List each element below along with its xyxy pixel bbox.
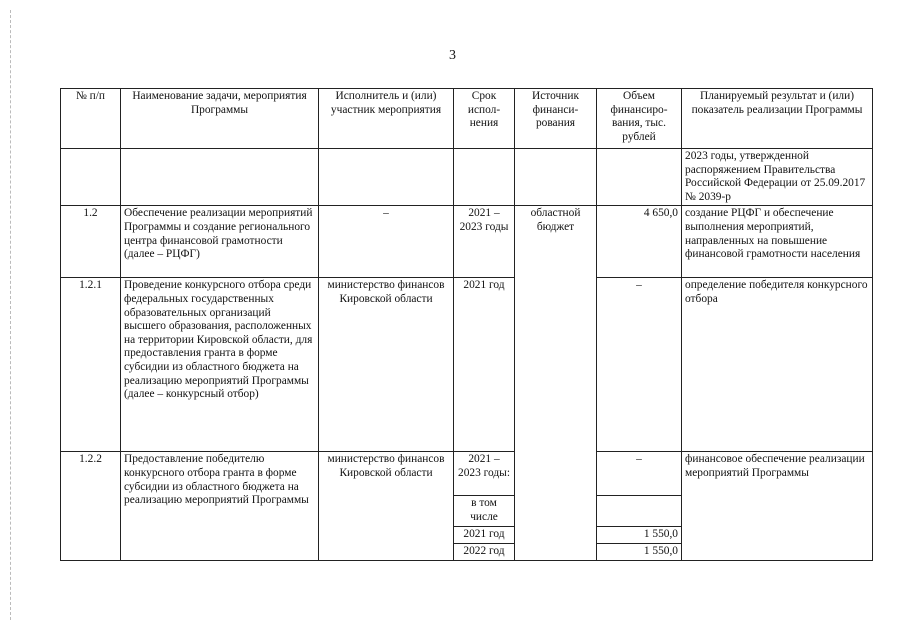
cell-term: 2021 год [454,278,515,452]
cell-executor [319,149,454,206]
cell-volume: 4 650,0 [597,206,682,278]
cell-num: 1.2.2 [61,452,121,560]
cell-num [61,149,121,206]
cell-task: Обеспечение реализации мероприятий Программы и создание регионального центра финансовой грамотности (далее – РЦФГ) [121,206,319,278]
cell-executor: министерство финансов Кировской области [319,452,454,560]
cell-volume [597,149,682,206]
header-executor: Исполнитель и (или) участник мероприятия [319,89,454,149]
cell-volume: 1 550,0 [597,543,682,560]
cell-volume: – [597,278,682,452]
cell-volume [597,496,682,526]
cell-num: 1.2.1 [61,278,121,452]
page-number: 3 [449,48,456,63]
cell-term [454,149,515,206]
header-term: Срок испол-нения [454,89,515,149]
header-source: Источник финанси-рования [515,89,597,149]
header-result: Планируемый результат и (или) показатель реализации Программы [682,89,873,149]
header-volume: Объем финансиро-вания, тыс. рублей [597,89,682,149]
binding-margin-line [10,10,11,620]
cell-result: создание РЦФГ и обеспечение выполнения мероприятий, направленных на повышение финансовой грамотности населения [682,206,873,278]
cell-source: областной бюджет [515,206,597,560]
cell-result: финансовое обеспечение реализации мероприятий Программы [682,452,873,560]
cell-executor: – [319,206,454,278]
table-row [61,149,873,206]
cell-result: 2023 годы, утвержденной распоряжением Правительства Российской Федерации от 25.09.2017 № 2039-р [682,149,873,206]
cell-task: Проведение конкурсного отбора среди федеральных государственных образовательных организаций высшего образования, расположенных на территории Кировской области, для предоставления гранта в форме субсидии из областного бюджета на реализацию мероприятий Программы (далее – конкурсный отбор) [121,278,319,452]
program-table [60,88,873,561]
cell-term: 2021 – 2023 годы [454,206,515,278]
cell-num: 1.2 [61,206,121,278]
header-task: Наименование задачи, мероприятия Программы [121,89,319,149]
table-row [61,278,873,452]
cell-term: 2022 год [454,543,515,560]
header-num: № п/п [61,89,121,149]
cell-task: Предоставление победителю конкурсного отбора гранта в форме субсидии из областного бюджета на реализацию мероприятий Программы [121,452,319,560]
table-row [61,206,873,278]
cell-executor: министерство финансов Кировской области [319,278,454,452]
cell-volume: 1 550,0 [597,526,682,543]
cell-term: 2021 год [454,526,515,543]
cell-term: в том числе [454,496,515,526]
cell-source [515,149,597,206]
cell-term: 2021 – 2023 годы: [454,452,515,496]
cell-task [121,149,319,206]
cell-result: определение победителя конкурсного отбора [682,278,873,452]
cell-volume: – [597,452,682,496]
table-row [61,452,873,496]
table-header-row [61,89,873,149]
